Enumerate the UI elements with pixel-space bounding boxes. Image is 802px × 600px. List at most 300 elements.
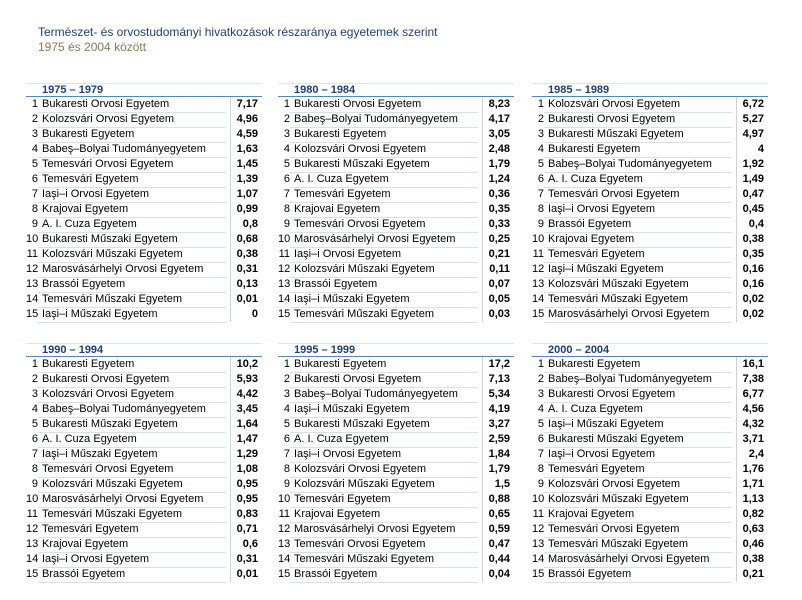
share-value: 1,24: [488, 173, 510, 185]
table-row: [532, 172, 768, 187]
rank-number: 1: [31, 358, 38, 370]
university-name: Marosvásárhelyi Orvosi Egyetem: [544, 552, 732, 568]
rank-number: 2: [283, 113, 290, 125]
table-row: [278, 387, 514, 402]
share-value: 0,59: [488, 523, 510, 535]
table-row: [278, 447, 514, 462]
share-value: 4,32: [742, 418, 764, 430]
table-row: [532, 492, 768, 507]
column-divider: [230, 357, 231, 582]
table-row: [26, 417, 262, 432]
share-value: 17,2: [488, 358, 510, 370]
table-row: [532, 387, 768, 402]
table-row: [278, 157, 514, 172]
share-value: 0,35: [742, 248, 764, 260]
table-row: [26, 307, 262, 322]
rank-number: 4: [31, 143, 38, 155]
table-row: [278, 492, 514, 507]
share-value: 1,13: [742, 493, 764, 505]
rank-number: 5: [537, 158, 544, 170]
share-value: 0,38: [742, 553, 764, 565]
share-value: 0,8: [242, 218, 258, 230]
table-row: [26, 262, 262, 277]
share-value: 0,33: [488, 218, 510, 230]
share-value: 0,02: [742, 308, 764, 320]
share-value: 6,72: [742, 98, 764, 110]
share-value: 4: [757, 143, 764, 155]
table-row: [532, 187, 768, 202]
column-divider: [482, 97, 483, 322]
share-value: 1,39: [236, 173, 258, 185]
rank-number: 15: [26, 568, 39, 580]
rank-number: 1: [537, 358, 544, 370]
rank-number: 2: [537, 373, 544, 385]
period-table: [26, 343, 262, 582]
rank-number: 4: [537, 403, 544, 415]
university-name: Brassói Egyetem: [544, 567, 732, 583]
rank-number: 4: [537, 143, 544, 155]
share-value: 0,01: [236, 293, 258, 305]
share-value: 0,46: [742, 538, 764, 550]
share-value: 1,45: [236, 158, 258, 170]
rank-number: 2: [31, 373, 38, 385]
share-value: 7,38: [742, 373, 764, 385]
rank-number: 7: [283, 448, 290, 460]
share-value: 0,44: [488, 553, 510, 565]
university-name: A. I. Cuza Egyetem: [544, 172, 732, 188]
table-row: [26, 157, 262, 172]
rank-number: 11: [26, 508, 38, 520]
table-row: [532, 447, 768, 462]
table-row: [26, 247, 262, 262]
table-row: [532, 357, 768, 372]
rank-number: 2: [537, 113, 544, 125]
table-row: [532, 552, 768, 567]
table-row: [26, 372, 262, 387]
share-value: 1,64: [236, 418, 258, 430]
column-divider: [230, 97, 231, 322]
rank-number: 12: [278, 523, 291, 535]
table-row: [26, 552, 262, 567]
table-row: [278, 262, 514, 277]
rank-number: 9: [283, 478, 290, 490]
rank-number: 5: [283, 418, 290, 430]
share-value: 16,1: [742, 358, 764, 370]
rank-number: 7: [537, 188, 544, 200]
share-value: 0,04: [488, 568, 510, 580]
share-value: 0,03: [488, 308, 510, 320]
rank-number: 13: [532, 538, 545, 550]
rank-number: 14: [532, 553, 545, 565]
table-row: [26, 567, 262, 582]
university-name: Bukaresti Műszaki Egyetem: [544, 127, 732, 143]
university-name: Bukaresti Egyetem: [38, 127, 226, 143]
rank-number: 15: [278, 568, 291, 580]
rank-number: 10: [532, 233, 545, 245]
share-value: 0,07: [488, 278, 510, 290]
share-value: 1,79: [488, 158, 510, 170]
table-row: [278, 97, 514, 112]
table-row: [278, 307, 514, 322]
rank-number: 6: [537, 433, 544, 445]
table-row: [26, 477, 262, 492]
university-name: Bukaresti Műszaki Egyetem: [38, 417, 226, 433]
rank-number: 12: [532, 523, 545, 535]
university-name: Temesvári Műszaki Egyetem: [544, 292, 732, 308]
share-value: 3,45: [236, 403, 258, 415]
share-value: 1,47: [236, 433, 258, 445]
university-name: Iaşi–i Műszaki Egyetem: [38, 447, 226, 463]
share-value: 0,35: [488, 203, 510, 215]
rank-number: 11: [278, 248, 290, 260]
university-name: Bukaresti Orvosi Egyetem: [290, 97, 478, 113]
university-name: Bukaresti Egyetem: [544, 357, 732, 373]
table-row: [278, 477, 514, 492]
university-name: Temesvári Egyetem: [290, 492, 478, 508]
share-value: 1,92: [742, 158, 764, 170]
table-row: [532, 507, 768, 522]
table-row: [278, 127, 514, 142]
university-name: Kolozsvári Műszaki Egyetem: [290, 262, 478, 278]
period-header: 2000 – 2004: [532, 343, 768, 357]
rank-number: 10: [26, 233, 39, 245]
table-row: [532, 477, 768, 492]
share-value: 0,4: [748, 218, 764, 230]
table-row: [532, 142, 768, 157]
rank-number: 8: [537, 463, 544, 475]
share-value: 0,83: [236, 508, 258, 520]
university-name: Bukaresti Egyetem: [290, 357, 478, 373]
university-name: Iaşi–i Orvosi Egyetem: [544, 447, 732, 463]
share-value: 0,38: [236, 248, 258, 260]
share-value: 0,6: [242, 538, 258, 550]
share-value: 8,23: [488, 98, 510, 110]
table-row: [532, 567, 768, 582]
rank-number: 14: [278, 553, 291, 565]
rank-number: 14: [532, 293, 545, 305]
rank-number: 5: [31, 418, 38, 430]
table-row: [26, 202, 262, 217]
share-value: 4,42: [236, 388, 258, 400]
university-name: Kolozsvári Orvosi Egyetem: [38, 112, 226, 128]
table-row: [278, 462, 514, 477]
university-name: Krajovai Egyetem: [38, 202, 226, 218]
share-value: 0,95: [236, 493, 258, 505]
university-name: Temesvári Egyetem: [290, 187, 478, 203]
table-rows: [278, 357, 514, 582]
university-name: Temesvári Műszaki Egyetem: [38, 507, 226, 523]
university-name: Kolozsvári Orvosi Egyetem: [290, 142, 478, 158]
university-name: Iaşi–i Orvosi Egyetem: [38, 187, 226, 203]
share-value: 4,19: [488, 403, 510, 415]
share-value: 0,63: [742, 523, 764, 535]
university-name: Brassói Egyetem: [290, 277, 478, 293]
rank-number: 9: [31, 478, 38, 490]
table-row: [532, 537, 768, 552]
period-table: [532, 83, 768, 322]
university-name: Bukaresti Orvosi Egyetem: [544, 112, 732, 128]
rank-number: 10: [532, 493, 545, 505]
table-row: [278, 247, 514, 262]
column-divider: [482, 357, 483, 582]
period-header: 1975 – 1979: [26, 83, 262, 97]
table-row: [278, 357, 514, 372]
table-rows: [532, 97, 768, 322]
share-value: 0,16: [742, 263, 764, 275]
table-rows: [532, 357, 768, 582]
rank-number: 12: [26, 263, 39, 275]
share-value: 0,13: [236, 278, 258, 290]
rank-number: 14: [26, 553, 39, 565]
rank-number: 3: [537, 128, 544, 140]
rank-number: 6: [283, 173, 290, 185]
university-name: Krajovai Egyetem: [290, 507, 478, 523]
university-name: Kolozsvári Orvosi Egyetem: [544, 477, 732, 493]
table-row: [26, 402, 262, 417]
university-name: Bukaresti Orvosi Egyetem: [38, 97, 226, 113]
share-value: 0,82: [742, 508, 764, 520]
university-name: A. I. Cuza Egyetem: [290, 432, 478, 448]
table-row: [532, 202, 768, 217]
table-row: [278, 277, 514, 292]
table-row: [26, 292, 262, 307]
table-row: [278, 187, 514, 202]
table-row: [26, 97, 262, 112]
university-name: Babeş–Bolyai Tudományegyetem: [38, 402, 226, 418]
table-row: [532, 112, 768, 127]
share-value: 0,38: [742, 233, 764, 245]
table-row: [278, 202, 514, 217]
rank-number: 2: [31, 113, 38, 125]
rank-number: 12: [278, 263, 291, 275]
university-name: Brassói Egyetem: [544, 217, 732, 233]
table-row: [532, 307, 768, 322]
university-name: Kolozsvári Műszaki Egyetem: [38, 247, 226, 263]
rank-number: 15: [278, 308, 291, 320]
rank-number: 7: [31, 188, 38, 200]
rank-number: 4: [283, 403, 290, 415]
university-name: Temesvári Egyetem: [38, 172, 226, 188]
university-name: Kolozsvári Orvosi Egyetem: [544, 97, 732, 113]
share-value: 0,25: [488, 233, 510, 245]
university-name: Temesvári Orvosi Egyetem: [544, 187, 732, 203]
university-name: Kolozsvári Műszaki Egyetem: [544, 277, 732, 293]
table-row: [26, 112, 262, 127]
rank-number: 3: [283, 128, 290, 140]
university-name: Marosvásárhelyi Orvosi Egyetem: [544, 307, 732, 323]
column-divider: [736, 97, 737, 322]
period-table: [26, 83, 262, 322]
university-name: Babeş–Bolyai Tudományegyetem: [290, 112, 478, 128]
university-name: Temesvári Orvosi Egyetem: [290, 217, 478, 233]
university-name: A. I. Cuza Egyetem: [544, 402, 732, 418]
share-value: 1,71: [742, 478, 764, 490]
university-name: A. I. Cuza Egyetem: [38, 432, 226, 448]
rank-number: 8: [31, 203, 38, 215]
table-row: [532, 262, 768, 277]
rank-number: 14: [278, 293, 291, 305]
rank-number: 9: [537, 478, 544, 490]
share-value: 0,71: [236, 523, 258, 535]
university-name: Bukaresti Orvosi Egyetem: [290, 372, 478, 388]
rank-number: 6: [31, 173, 38, 185]
university-name: Temesvári Orvosi Egyetem: [38, 157, 226, 173]
table-row: [278, 142, 514, 157]
table-row: [532, 417, 768, 432]
university-name: Bukaresti Műszaki Egyetem: [38, 232, 226, 248]
share-value: 1,08: [236, 463, 258, 475]
table-row: [278, 372, 514, 387]
share-value: 0,95: [236, 478, 258, 490]
share-value: 2,48: [488, 143, 510, 155]
table-row: [532, 372, 768, 387]
rank-number: 10: [278, 493, 291, 505]
table-row: [278, 292, 514, 307]
table-row: [278, 112, 514, 127]
university-name: Temesvári Orvosi Egyetem: [38, 462, 226, 478]
share-value: 1,63: [236, 143, 258, 155]
rank-number: 12: [26, 523, 39, 535]
university-name: Babeş–Bolyai Tudományegyetem: [544, 157, 732, 173]
rank-number: 9: [283, 218, 290, 230]
rank-number: 15: [532, 308, 545, 320]
table-row: [278, 217, 514, 232]
share-value: 10,2: [236, 358, 258, 370]
share-value: 5,93: [236, 373, 258, 385]
university-name: Babeş–Bolyai Tudományegyetem: [544, 372, 732, 388]
table-row: [532, 247, 768, 262]
share-value: 4,59: [236, 128, 258, 140]
share-value: 0,05: [488, 293, 510, 305]
share-value: 1,84: [488, 448, 510, 460]
page-title: Természet- és orvostudományi hivatkozások részaránya egyetemek szerint: [38, 25, 438, 39]
rank-number: 13: [26, 538, 39, 550]
rank-number: 7: [283, 188, 290, 200]
university-name: Temesvári Orvosi Egyetem: [290, 537, 478, 553]
rank-number: 1: [537, 98, 544, 110]
share-value: 1,5: [494, 478, 510, 490]
table-row: [532, 522, 768, 537]
share-value: 0: [251, 308, 258, 320]
university-name: Bukaresti Műszaki Egyetem: [290, 417, 478, 433]
rank-number: 6: [537, 173, 544, 185]
share-value: 0,21: [742, 568, 764, 580]
university-name: Iaşi–i Orvosi Egyetem: [544, 202, 732, 218]
university-name: Iaşi–i Műszaki Egyetem: [544, 262, 732, 278]
share-value: 3,71: [742, 433, 764, 445]
table-rows: [26, 97, 262, 322]
share-value: 0,01: [236, 568, 258, 580]
table-row: [532, 157, 768, 172]
university-name: Marosvásárhelyi Orvosi Egyetem: [38, 492, 226, 508]
period-header: 1985 – 1989: [532, 83, 768, 97]
rank-number: 10: [278, 233, 291, 245]
rank-number: 5: [283, 158, 290, 170]
share-value: 1,76: [742, 463, 764, 475]
university-name: Bukaresti Egyetem: [290, 127, 478, 143]
rank-number: 8: [283, 203, 290, 215]
period-table: [278, 343, 514, 582]
share-value: 2,4: [748, 448, 764, 460]
page-subtitle: 1975 és 2004 között: [38, 40, 147, 54]
table-row: [26, 277, 262, 292]
university-name: Iaşi–i Orvosi Egyetem: [290, 447, 478, 463]
table-rows: [26, 357, 262, 582]
column-divider: [736, 357, 737, 582]
rank-number: 1: [31, 98, 38, 110]
university-name: Temesvári Orvosi Egyetem: [544, 522, 732, 538]
rank-number: 14: [26, 293, 39, 305]
university-name: Brassói Egyetem: [290, 567, 478, 583]
table-row: [26, 172, 262, 187]
share-value: 1,07: [236, 188, 258, 200]
rank-number: 9: [537, 218, 544, 230]
table-rows: [278, 97, 514, 322]
share-value: 0,68: [236, 233, 258, 245]
share-value: 0,65: [488, 508, 510, 520]
university-name: Temesvári Egyetem: [544, 247, 732, 263]
rank-number: 1: [283, 358, 290, 370]
share-value: 4,96: [236, 113, 258, 125]
rank-number: 2: [283, 373, 290, 385]
share-value: 4,17: [488, 113, 510, 125]
table-row: [278, 402, 514, 417]
table-row: [26, 127, 262, 142]
rank-number: 7: [31, 448, 38, 460]
share-value: 1,49: [742, 173, 764, 185]
rank-number: 11: [532, 508, 544, 520]
share-value: 5,27: [742, 113, 764, 125]
table-row: [26, 492, 262, 507]
share-value: 7,13: [488, 373, 510, 385]
university-name: Temesvári Műszaki Egyetem: [290, 552, 478, 568]
university-name: Bukaresti Műszaki Egyetem: [544, 432, 732, 448]
university-name: Temesvári Műszaki Egyetem: [544, 537, 732, 553]
rank-number: 9: [31, 218, 38, 230]
university-name: Brassói Egyetem: [38, 567, 226, 583]
table-row: [278, 522, 514, 537]
table-row: [278, 417, 514, 432]
share-value: 0,11: [489, 263, 510, 275]
rank-number: 3: [537, 388, 544, 400]
table-row: [532, 232, 768, 247]
rank-number: 6: [31, 433, 38, 445]
table-row: [26, 142, 262, 157]
rank-number: 11: [26, 248, 38, 260]
university-name: Babeş–Bolyai Tudományegyetem: [290, 387, 478, 403]
table-row: [26, 447, 262, 462]
share-value: 0,45: [742, 203, 764, 215]
table-row: [278, 172, 514, 187]
rank-number: 13: [26, 278, 39, 290]
university-name: Kolozsvári Orvosi Egyetem: [290, 462, 478, 478]
university-name: Krajovai Egyetem: [544, 507, 732, 523]
university-name: Iaşi–i Műszaki Egyetem: [290, 402, 478, 418]
rank-number: 13: [278, 278, 291, 290]
table-row: [532, 217, 768, 232]
rank-number: 8: [31, 463, 38, 475]
university-name: Marosvásárhelyi Orvosi Egyetem: [38, 262, 226, 278]
share-value: 1,79: [488, 463, 510, 475]
rank-number: 10: [26, 493, 39, 505]
table-row: [26, 187, 262, 202]
table-row: [532, 97, 768, 112]
rank-number: 8: [283, 463, 290, 475]
table-row: [26, 232, 262, 247]
rank-number: 6: [283, 433, 290, 445]
period-header: 1980 – 1984: [278, 83, 514, 97]
table-row: [532, 432, 768, 447]
